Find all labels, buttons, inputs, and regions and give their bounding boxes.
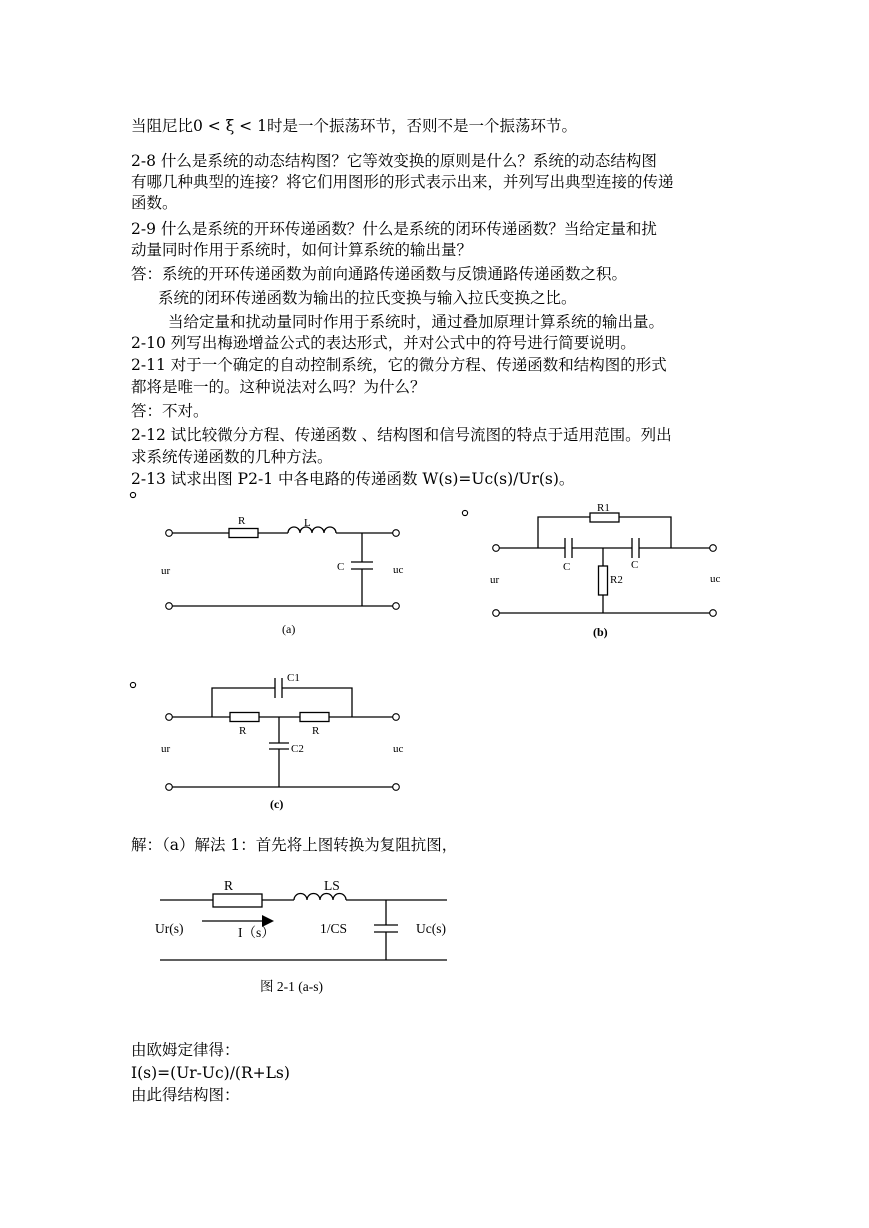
circuit-a bbox=[130, 492, 403, 636]
impedance-r bbox=[213, 894, 262, 907]
caption-a-s: 图 2-1 (a-s) bbox=[260, 979, 323, 994]
label-c-right: C bbox=[631, 559, 639, 571]
label-ur: ur bbox=[161, 743, 171, 755]
ohm-law-text: 由欧姆定律得： bbox=[131, 1041, 240, 1059]
question-2-12-line1: 2-12 试比较微分方程、传递函数 、结构图和信号流图的特点于适用范围。列出 bbox=[131, 426, 672, 444]
label-r-left: R bbox=[239, 725, 247, 737]
impedance-ls bbox=[294, 894, 346, 900]
input-terminal-bottom bbox=[493, 610, 500, 617]
input-terminal-top bbox=[493, 545, 500, 552]
text-line-damping: 当阻尼比0 < ξ < 1时是一个振荡环节，否则不是一个振荡环节。 bbox=[131, 117, 577, 135]
answer-2-9-line2: 系统的闭环传递函数为输出的拉氏变换与输入拉氏变换之比。 bbox=[158, 289, 577, 307]
stray-terminal-a bbox=[130, 492, 135, 497]
answer-2-11: 答：不对。 bbox=[131, 402, 209, 420]
stray-terminal-c bbox=[130, 682, 135, 687]
resistor-r bbox=[229, 529, 258, 538]
label-c2: C2 bbox=[291, 743, 304, 755]
caption-a: (a) bbox=[282, 622, 296, 636]
solution-intro: 解：（a）解法 1：首先将上图转换为复阻抗图， bbox=[131, 836, 458, 854]
output-terminal-bottom bbox=[393, 603, 400, 610]
label-ls: LS bbox=[324, 878, 340, 893]
label-r-right: R bbox=[312, 725, 320, 737]
question-2-12-line2: 求系统传递函数的几种方法。 bbox=[131, 448, 333, 466]
input-terminal-bottom bbox=[166, 784, 173, 791]
label-1-cs: 1/CS bbox=[320, 921, 348, 936]
question-2-11-line2: 都将是唯一的。这种说法对么吗？为什么？ bbox=[131, 378, 426, 396]
label-c1: C1 bbox=[287, 672, 300, 684]
label-c-left: C bbox=[563, 561, 571, 573]
label-uc: uc bbox=[393, 564, 404, 576]
circuit-c bbox=[130, 672, 403, 811]
label-c: C bbox=[337, 561, 345, 573]
stray-terminal-b bbox=[462, 510, 467, 515]
question-2-8-line3: 函数。 bbox=[131, 194, 178, 212]
label-i-s: I（s） bbox=[238, 925, 275, 940]
resistor-r2 bbox=[599, 566, 608, 595]
label-uc-s: Uc(s) bbox=[416, 921, 446, 936]
label-l: L bbox=[304, 517, 311, 529]
label-uc: uc bbox=[393, 743, 404, 755]
question-2-9-line2: 动量同时作用于系统时，如何计算系统的输出量？ bbox=[131, 241, 473, 259]
question-2-10: 2-10 列写出梅逊增益公式的表达形式，并对公式中的符号进行简要说明。 bbox=[131, 334, 636, 352]
label-r1: R1 bbox=[597, 502, 610, 514]
question-2-8-line1: 2-8 什么是系统的动态结构图？它等效变换的原则是什么？系统的动态结构图 bbox=[131, 152, 657, 170]
label-uc: uc bbox=[710, 573, 721, 585]
label-r2: R2 bbox=[610, 574, 623, 586]
question-2-9-line1: 2-9 什么是系统的开环传递函数？什么是系统的闭环传递函数？当给定量和扰 bbox=[131, 220, 657, 238]
answer-2-9-line3: 当给定量和扰动量同时作用于系统时，通过叠加原理计算系统的输出量。 bbox=[168, 313, 665, 331]
question-2-13: 2-13 试求出图 P2-1 中各电路的传递函数 W(s)=Uc(s)/Ur(s)。 bbox=[131, 470, 575, 488]
input-terminal-top bbox=[166, 714, 173, 721]
circuit-impedance-a-s bbox=[155, 878, 447, 994]
question-2-8-line2: 有哪几种典型的连接？将它们用图形的形式表示出来，并列写出典型连接的传递 bbox=[131, 173, 674, 191]
equation-current: I(s)=(Ur-Uc)/(R+Ls) bbox=[131, 1064, 290, 1082]
question-2-11-line1: 2-11 对于一个确定的自动控制系统，它的微分方程、传递函数和结构图的形式 bbox=[131, 356, 667, 374]
caption-c: (c) bbox=[270, 797, 284, 811]
label-r: R bbox=[224, 878, 234, 893]
caption-b: (b) bbox=[593, 625, 608, 639]
label-ur: ur bbox=[490, 574, 500, 586]
structure-diagram-text: 由此得结构图： bbox=[131, 1086, 240, 1104]
resistor-right bbox=[300, 713, 329, 722]
circuit-b bbox=[462, 502, 720, 639]
input-terminal-bottom bbox=[166, 603, 173, 610]
label-ur: ur bbox=[161, 565, 171, 577]
label-r: R bbox=[238, 515, 246, 527]
label-ur-s: Ur(s) bbox=[155, 921, 184, 936]
output-terminal-top bbox=[710, 545, 717, 552]
output-terminal-bottom bbox=[710, 610, 717, 617]
input-terminal-top bbox=[166, 530, 173, 537]
answer-2-9-line1: 答：系统的开环传递函数为前向通路传递函数与反馈通路传递函数之积。 bbox=[131, 265, 628, 283]
output-terminal-top bbox=[393, 530, 400, 537]
resistor-r1 bbox=[590, 513, 619, 522]
output-terminal-bottom bbox=[393, 784, 400, 791]
inductor-l bbox=[288, 527, 336, 533]
output-terminal-top bbox=[393, 714, 400, 721]
resistor-left bbox=[230, 713, 259, 722]
